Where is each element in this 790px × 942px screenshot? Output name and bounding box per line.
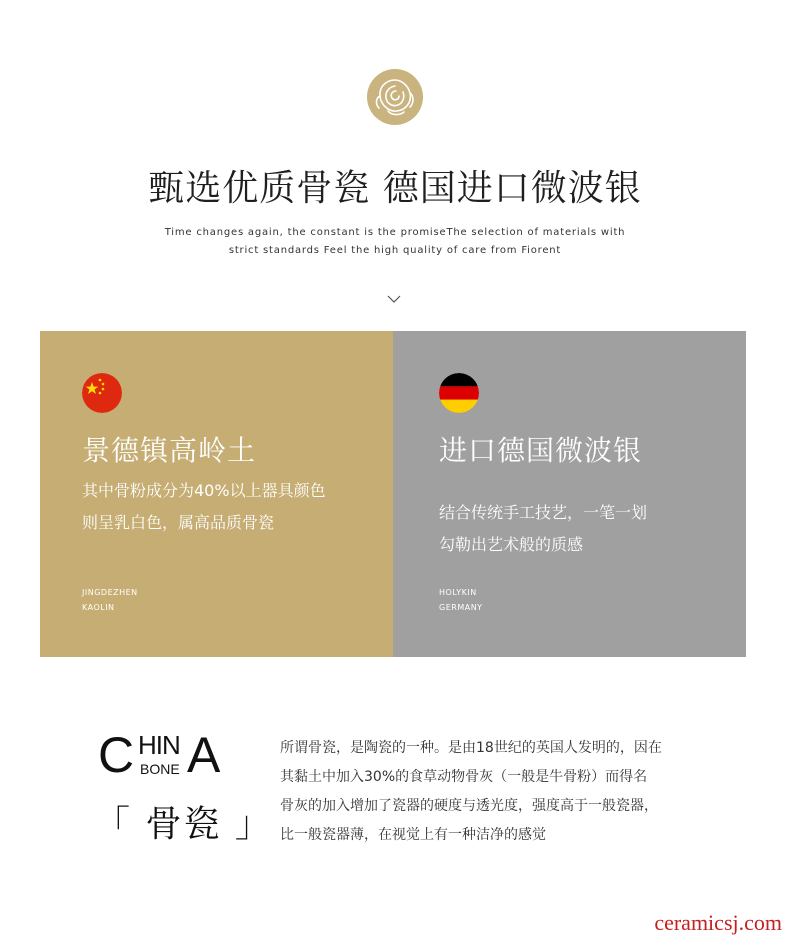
bone-china-heading: 「 骨瓷 」 <box>94 804 273 845</box>
silver-tag <box>439 585 483 615</box>
description-line-2: 其黏土中加入30%的食草动物骨灰（一般是牛骨粉）而得名 <box>280 769 648 785</box>
silver-desc-line-1: 结合传统手工技艺，一笔一划 <box>439 503 648 522</box>
germany-flag-icon <box>439 373 479 413</box>
kaolin-tag-line-1: JINGDEZHEN <box>82 588 138 597</box>
subtitle-line-1: Time changes again, the constant is the promiseThe selection of materials with <box>164 227 626 238</box>
kaolin-desc-line-1: 其中骨粉成分为40%以上器具颜色 <box>82 481 326 500</box>
page-subtitle <box>0 224 790 260</box>
description-line-4: 比一般瓷器薄，在视觉上有一种洁净的感觉 <box>280 827 546 843</box>
kaolin-tag-line-2: KAOLIN <box>82 603 115 612</box>
logo-letter-c: C <box>98 727 134 783</box>
description-line-3: 骨灰的加入增加了瓷器的硬度与透光度，强度高于一般瓷器， <box>280 798 658 814</box>
logo-letter-a: A <box>187 727 220 783</box>
silver-tag-line-1: HOLYKIN <box>439 588 477 597</box>
kaolin-desc-line-2: 则呈乳白色，属高品质骨瓷 <box>82 513 275 532</box>
microwave-silver-panel <box>393 331 746 657</box>
kaolin-title: 景德镇高岭土 <box>82 434 257 467</box>
silver-desc-line-2: 勾勒出艺术般的质感 <box>439 535 584 554</box>
silver-title: 进口德国微波银 <box>439 434 643 467</box>
kaolin-panel <box>40 331 393 657</box>
watermark: ceramicsj.com <box>654 910 782 935</box>
chevron-down-icon[interactable] <box>385 294 403 304</box>
description-line-1: 所谓骨瓷，是陶瓷的一种。是由18世纪的英国人发明的，因在 <box>280 740 662 756</box>
logo-bone: BONE <box>140 761 180 777</box>
silver-tag-line-2: GERMANY <box>439 603 483 612</box>
kaolin-description <box>82 475 326 539</box>
silver-description <box>439 497 647 561</box>
logo-letters-hin: HIN <box>138 730 180 760</box>
subtitle-line-2: strict standards Feel the high quality of care from Fiorent <box>228 245 562 256</box>
china-flag-icon <box>82 373 122 413</box>
rose-icon <box>366 68 424 126</box>
china-bone-logo <box>98 727 228 786</box>
kaolin-tag <box>82 585 138 615</box>
bone-china-description <box>280 734 740 850</box>
page-title: 甄选优质骨瓷 德国进口微波银 <box>148 168 642 209</box>
